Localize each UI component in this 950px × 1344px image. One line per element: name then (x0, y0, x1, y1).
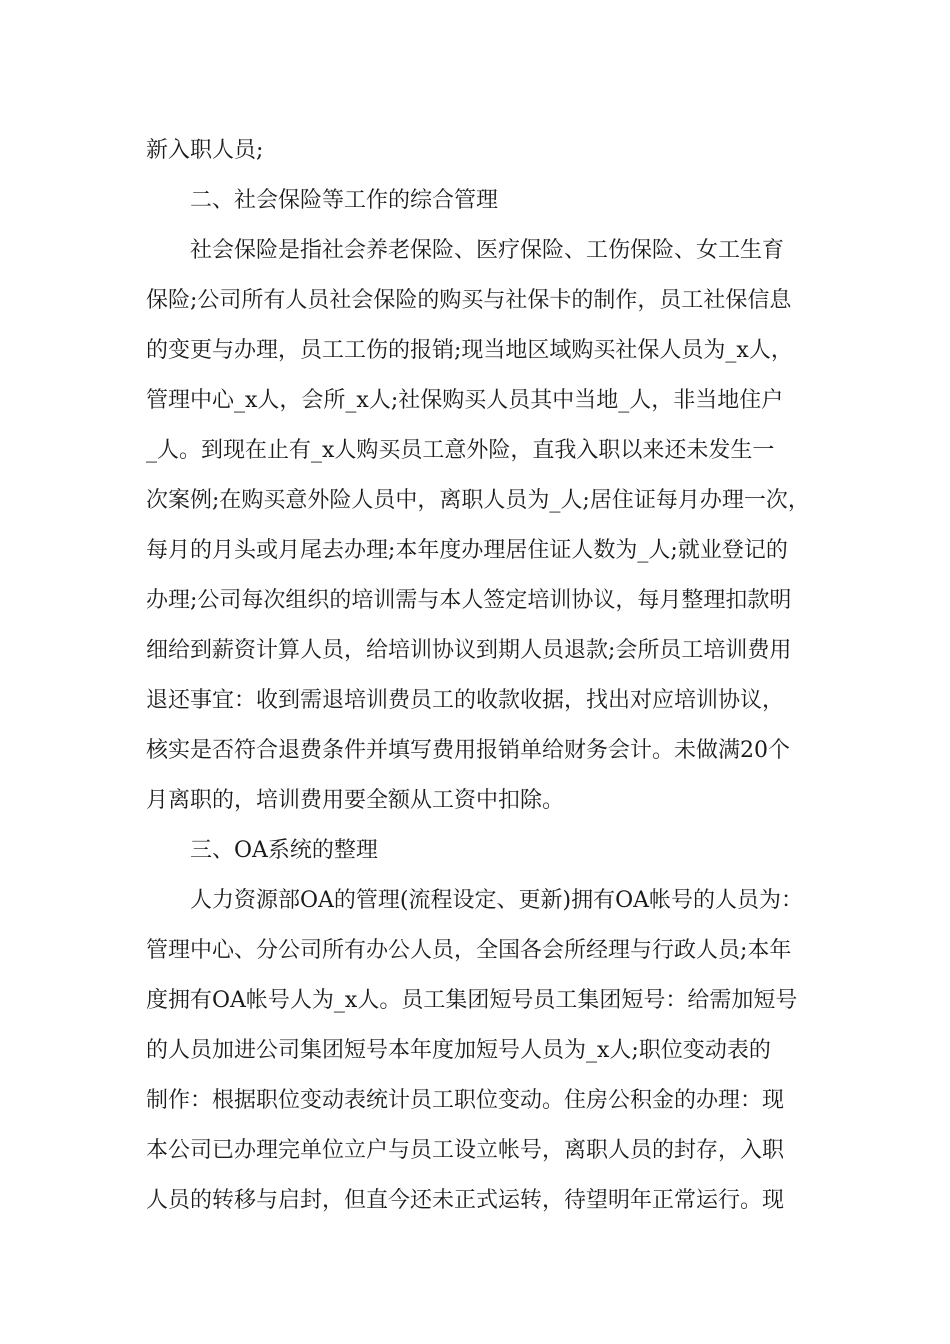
body-line: 本公司已办理完单位立户与员工设立帐号，离职人员的封存，入职 (146, 1138, 785, 1163)
body-line: 细给到薪资计算人员，给培训协议到期人员退款;会所员工培训费用 (146, 638, 792, 663)
section-heading: 三、OA系统的整理 (190, 838, 378, 863)
body-line: 次案例;在购买意外险人员中，离职人员为_人;居住证每月办理一次， (146, 488, 810, 513)
section-heading: 二、社会保险等工作的综合管理 (190, 188, 499, 213)
body-line: _人。到现在止有_x人购买员工意外险，直我入职以来还未发生一 (146, 438, 775, 463)
body-line: 度拥有OA帐号人为_x人。员工集团短号员工集团短号：给需加短号 (146, 988, 798, 1013)
body-line: 办理;公司每次组织的培训需与本人签定培训协议，每月整理扣款明 (146, 588, 792, 613)
body-line: 制作：根据职位变动表统计员工职位变动。住房公积金的办理：现 (146, 1088, 785, 1113)
paragraph-first-line: 社会保险是指社会养老保险、医疗保险、工伤保险、女工生育 (190, 238, 785, 263)
body-line: 月离职的，培训费用要全额从工资中扣除。 (146, 788, 565, 813)
body-line: 管理中心、分公司所有办公人员，全国各会所经理与行政人员;本年 (146, 938, 792, 963)
body-line: 的人员加进公司集团短号本年度加短号人员为_x人;职位变动表的 (146, 1038, 771, 1063)
body-line: 核实是否符合退费条件并填写费用报销单给财务会计。未做满20个 (146, 738, 790, 763)
paragraph-first-line: 人力资源部OA的管理(流程设定、更新)拥有OA帐号的人员为： (190, 888, 804, 913)
body-line: 的变更与办理，员工工伤的报销;现当地区域购买社保人员为_x人， (146, 338, 793, 363)
body-line: 人员的转移与启封，但直今还未正式运转，待望明年正常运行。现 (146, 1188, 785, 1213)
body-line: 每月的月头或月尾去办理;本年度办理居住证人数为_人;就业登记的 (146, 538, 788, 563)
body-line: 退还事宜：收到需退培训费员工的收款收据，找出对应培训协议， (146, 688, 785, 713)
body-line: 新入职人员; (146, 138, 264, 163)
body-line: 管理中心_x人，会所_x人;社保购买人员其中当地_人，非当地住户 (146, 388, 784, 413)
body-line: 保险;公司所有人员社会保险的购买与社保卡的制作，员工社保信息 (146, 288, 792, 313)
